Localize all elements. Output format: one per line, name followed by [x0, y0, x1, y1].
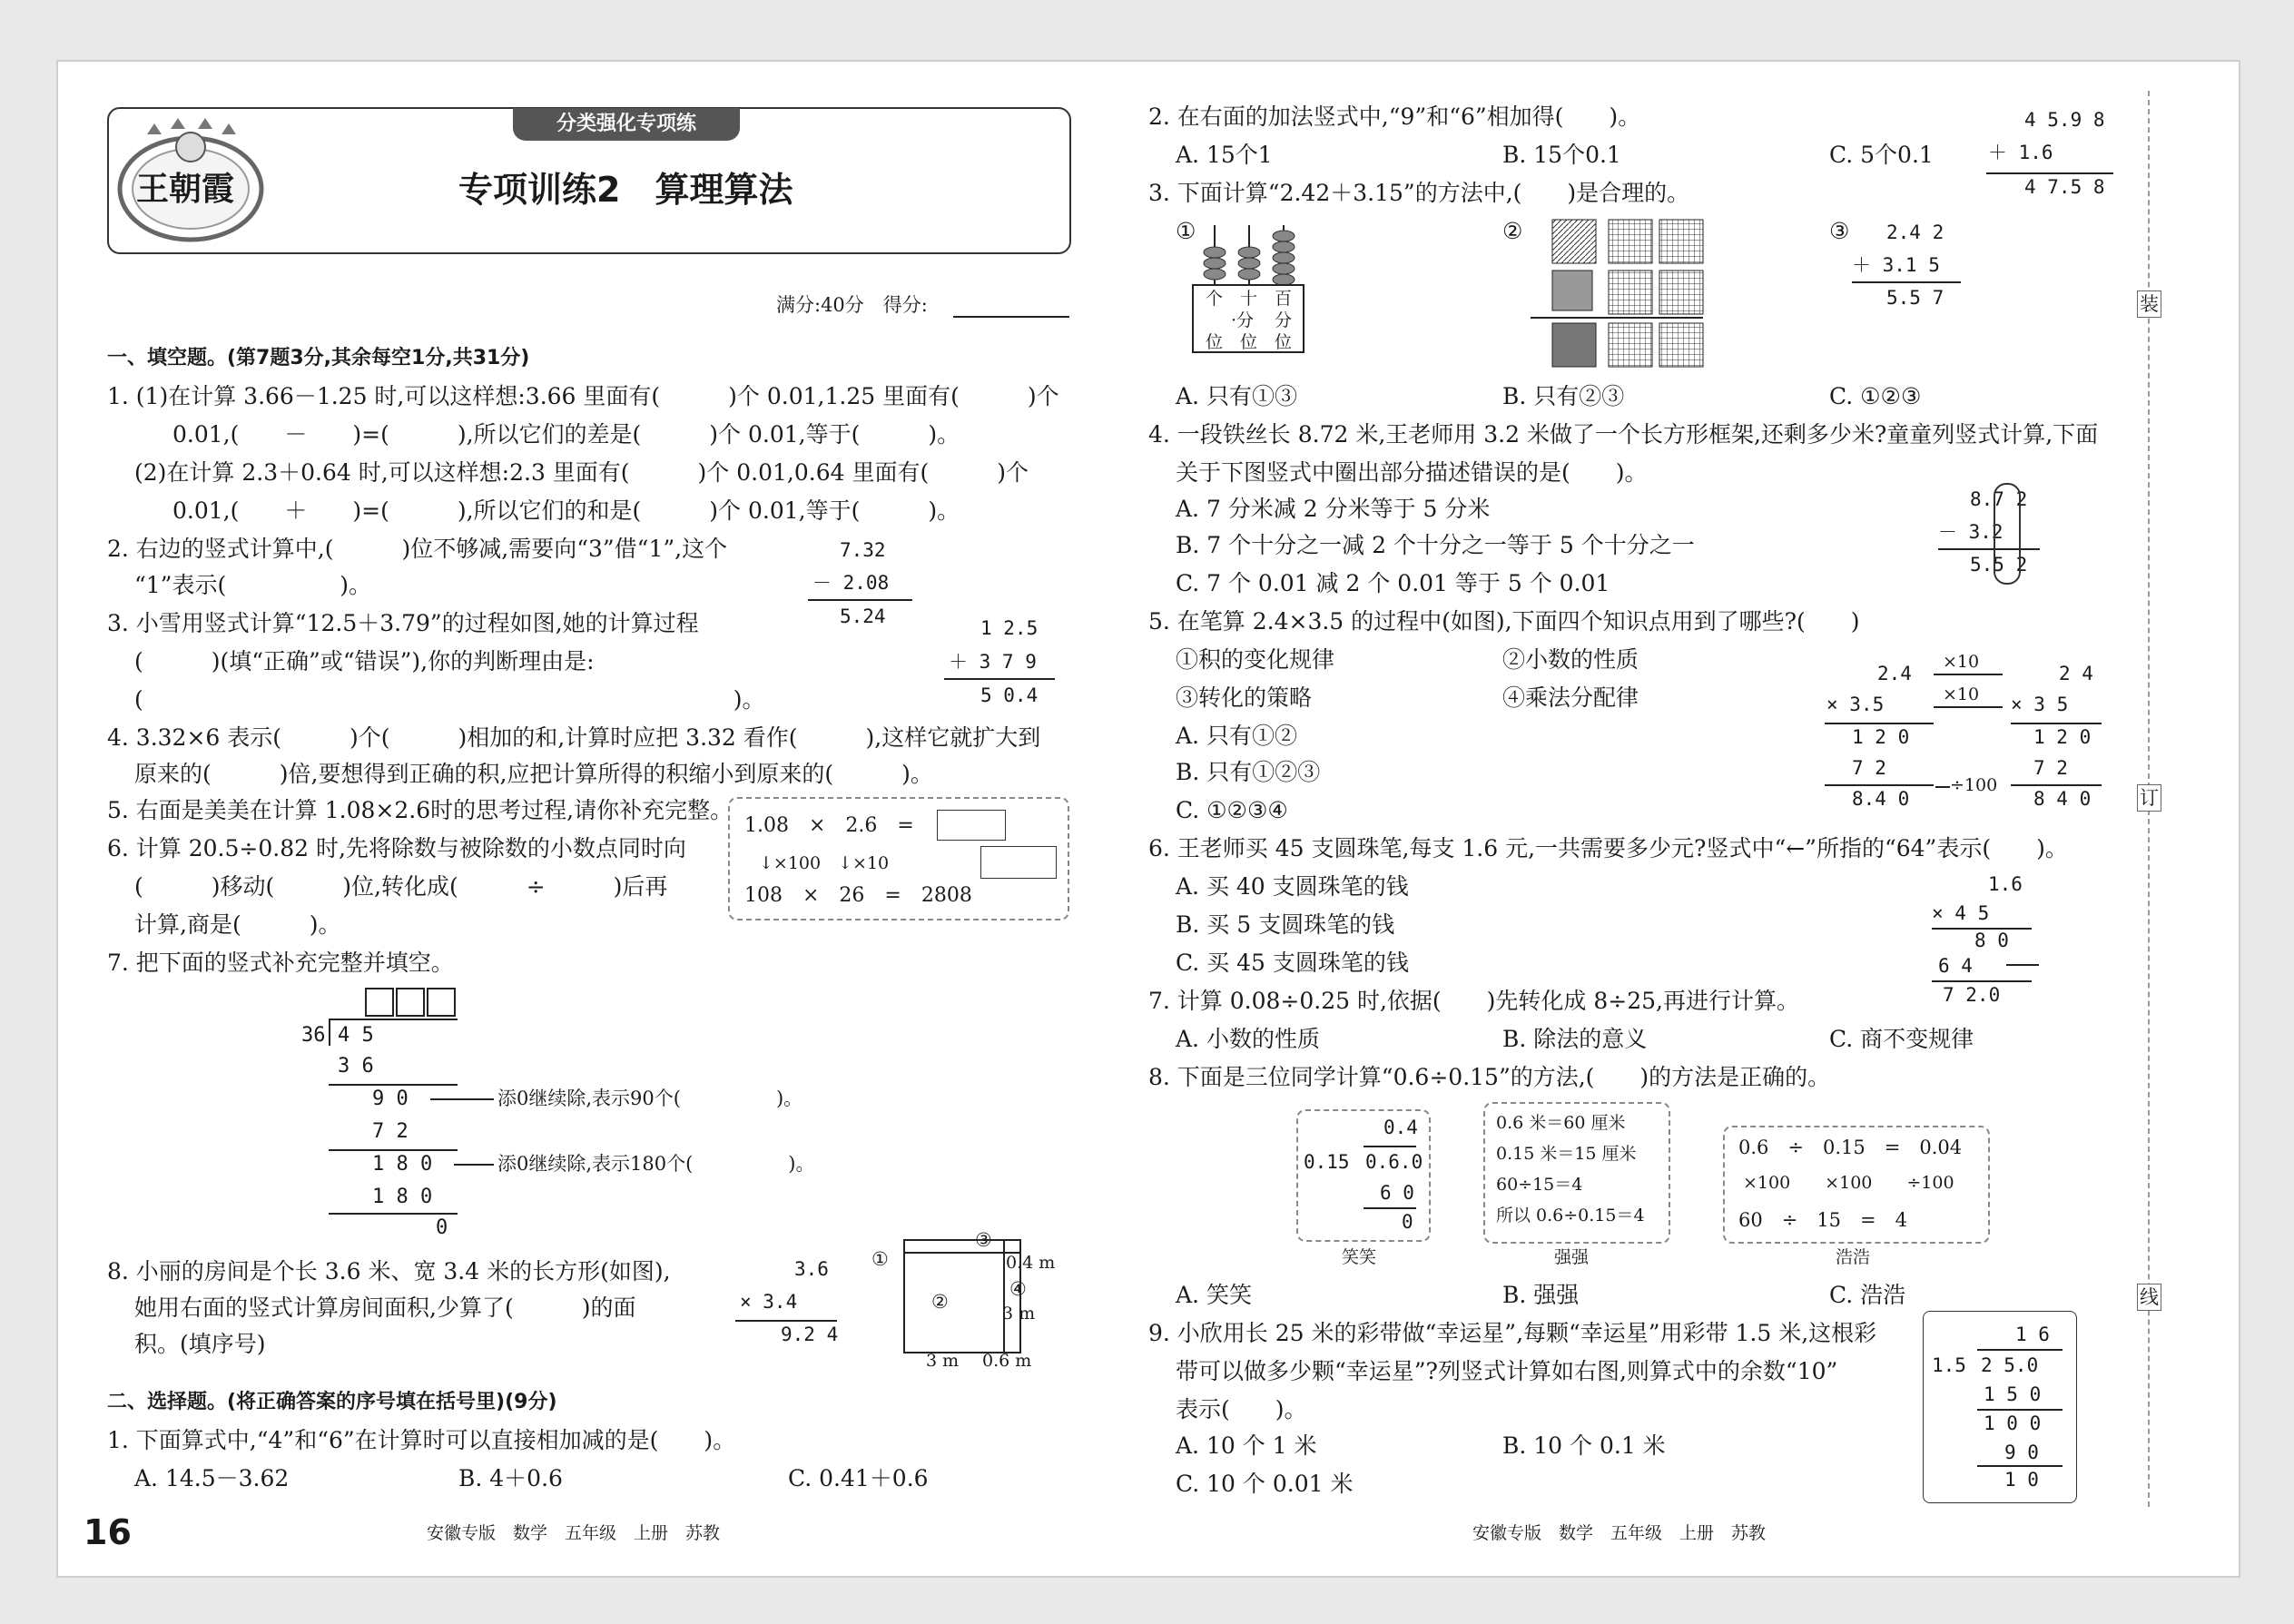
- s2-q8-b2-l4: 所以 0.6÷0.15＝4: [1496, 1206, 1645, 1225]
- room-figure: [867, 1227, 1067, 1373]
- s2-q8-opt-b[interactable]: B. 强强: [1502, 1282, 1580, 1308]
- q2-line2: “1”表示( )。: [134, 572, 371, 598]
- s2-q4-calc-top: 8.7 2: [1970, 488, 2028, 510]
- s2-q6-c5: 7 2.0: [1943, 984, 2001, 1006]
- q4-line2: 原来的( )倍,要想得到正确的积,应把计算所得的积缩小到原来的( )。: [134, 761, 933, 787]
- q3-calc-top: 1 2.5: [980, 617, 1039, 639]
- s2-q5-l2: × 3.5: [1826, 694, 1885, 715]
- header-tag: 分类强化专项练: [513, 108, 740, 141]
- s2-q5-arrow1: [1934, 674, 2003, 675]
- abacus-label-fen1: ·分: [1231, 310, 1255, 330]
- s2-q7: 7. 计算 0.08÷0.25 时,依据( )先转化成 8÷25,再进行计算。: [1148, 988, 1799, 1014]
- q3-calc-mid: ＋ 3 7 9: [949, 651, 1037, 673]
- fig-dim-3m-bottom: 3 m: [926, 1351, 960, 1371]
- q8-line3: 积。(填序号): [134, 1331, 266, 1357]
- s2-q1: 1. 下面算式中,“4”和“6”在计算时可以直接相加减的是( )。: [107, 1427, 736, 1453]
- q7-note2: 添0继续除,表示180个( )。: [497, 1153, 815, 1175]
- s2-q7-opt-a[interactable]: A. 小数的性质: [1176, 1026, 1320, 1052]
- q7-quotient-box3[interactable]: [427, 988, 456, 1017]
- q2-calc-top: 7.32: [840, 539, 886, 561]
- page-title: 专项训练2 算理算法: [458, 170, 793, 210]
- s2-q5-item4: ④乘法分配律: [1502, 684, 1639, 711]
- s2-q8-b1-quot: 0.4: [1383, 1117, 1418, 1138]
- s2-q1-opt-c[interactable]: C. 0.41＋0.6: [788, 1465, 929, 1491]
- q5-answer-box2[interactable]: [980, 846, 1057, 879]
- s2-q5-arrow2: [1934, 706, 2003, 708]
- abacus-label-bai: 百: [1275, 289, 1293, 309]
- section-heading-choice: 二、选择题。(将正确答案的序号填在括号里)(9分): [107, 1391, 557, 1413]
- s2-q4-circle: [1994, 483, 2021, 585]
- s2-q5-item1: ①积的变化规律: [1176, 646, 1335, 673]
- s2-q8-name-1: 笑笑: [1342, 1247, 1377, 1267]
- s2-q5-l4: 7 2: [1852, 757, 1886, 779]
- s2-q4-opt-c[interactable]: C. 7 个 0.01 减 2 个 0.01 等于 5 个 0.01: [1176, 570, 1610, 596]
- s2-q5-arrow-label3: ÷100: [1950, 775, 1998, 795]
- s2-q7-opt-b[interactable]: B. 除法的意义: [1502, 1026, 1648, 1052]
- fig-label-3: ③: [975, 1229, 992, 1251]
- s2-q8-opt-c[interactable]: C. 浩浩: [1829, 1282, 1906, 1308]
- s2-q4-line1: 4. 一段铁丝长 8.72 米,王老师用 3.2 米做了一个长方形框架,还剩多少米?童童列竖式计算,下面: [1148, 421, 2099, 448]
- s2-q5-r1: 2 4: [2059, 663, 2093, 684]
- s2-q8-b1-step: 6 0: [1380, 1182, 1414, 1204]
- s2-q9-dvd: 2 5.0: [1981, 1354, 2039, 1376]
- base-ten-blocks-figure: [1525, 218, 1707, 372]
- abacus-label-wei1: 位: [1206, 332, 1224, 352]
- q6-line3: 计算,商是( )。: [134, 911, 341, 938]
- s2-q9-line2: 带可以做多少颗“幸运星”?列竖式计算如右图,则算式中的余数“10”: [1176, 1358, 1838, 1384]
- s2-q8-b2-l3: 60÷15＝4: [1496, 1175, 1583, 1195]
- s2-q4-calc-mid: － 3.2: [1938, 521, 2004, 543]
- s2-q4-opt-b[interactable]: B. 7 个十分之一减 2 个十分之一等于 5 个十分之一: [1176, 532, 1695, 558]
- q7-arrow1: [430, 1098, 494, 1100]
- s2-q6-opt-c[interactable]: C. 买 45 支圆珠笔的钱: [1176, 950, 1409, 976]
- s2-q3: 3. 下面计算“2.42＋3.15”的方法中,( )是合理的。: [1148, 180, 1690, 206]
- q8-line2: 她用右面的竖式计算房间面积,少算了( )的面: [134, 1294, 636, 1321]
- s2-q8-b3-l2: ×100 ×100 ÷100: [1743, 1173, 1954, 1193]
- s2-q6-opt-b[interactable]: B. 买 5 支圆珠笔的钱: [1176, 911, 1395, 938]
- s2-q3-opt-b[interactable]: B. 只有②③: [1502, 383, 1625, 409]
- s2-q9-calc-box: [1923, 1311, 2077, 1503]
- q1-line2: 0.01,( － )=( ),所以它们的差是( )个 0.01,等于( )。: [172, 421, 960, 448]
- s2-q3-calc-top: 2.4 2: [1886, 221, 1944, 243]
- q7-quotient-box2[interactable]: [396, 988, 425, 1017]
- s2-q8-b2-l1: 0.6 米＝60 厘米: [1496, 1113, 1626, 1133]
- s2-q3-opt-c[interactable]: C. ①②③: [1829, 383, 1922, 409]
- s2-q5-l5: 8.4 0: [1852, 788, 1910, 810]
- q7-step2: 9 0: [372, 1088, 409, 1110]
- s2-q8-b1-bracket: [1364, 1146, 1416, 1147]
- s2-q5-r2: × 3 5: [2011, 694, 2069, 715]
- score-blank: [953, 316, 1069, 318]
- q7-divisor: 36: [301, 1024, 326, 1047]
- s2-q9-quot: 1 6: [2015, 1324, 2050, 1345]
- q6-line2: ( )移动( )位,转化成( ÷ )后再: [134, 873, 668, 900]
- s2-q8-b3-l3: 60 ÷ 15 = 4: [1738, 1209, 1907, 1231]
- s2-q9-line1: 9. 小欣用长 25 米的彩带做“幸运星”,每颗“幸运星”用彩带 1.5 米,这根彩: [1148, 1320, 1877, 1346]
- s2-q5-r4: 7 2: [2033, 757, 2068, 779]
- q7-step5: 1 8 0: [372, 1186, 433, 1208]
- s2-q6-c3: 8 0: [1974, 930, 2009, 951]
- s2-q9-opt-b[interactable]: B. 10 个 0.1 米: [1502, 1432, 1666, 1459]
- s2-q5-arrow-label2: ×10: [1943, 684, 1980, 704]
- score-label: 满分:40分 得分:: [776, 294, 928, 316]
- s2-q5-arrow3: [1935, 786, 1950, 788]
- fig-dim-06: 0.6 m: [982, 1351, 1032, 1371]
- s2-q4-calc-res: 5.5 2: [1970, 554, 2028, 576]
- s2-q2-opt-c[interactable]: C. 5个0.1: [1829, 142, 1934, 168]
- s2-q8-b2-l2: 0.15 米＝15 厘米: [1496, 1144, 1637, 1164]
- q3-line1: 3. 小雪用竖式计算“12.5＋3.79”的过程如图,她的计算过程: [107, 610, 699, 636]
- q1-line4: 0.01,( ＋ )=( ),所以它们的和是( )个 0.01,等于( )。: [172, 497, 960, 524]
- s2-q3-label2: ②: [1502, 218, 1523, 244]
- s2-q9-s2: 1 0 0: [1984, 1412, 2042, 1434]
- s2-q3-calc-mid: ＋ 3.1 5: [1852, 254, 1940, 276]
- s2-q9-bracket: [1977, 1349, 2063, 1351]
- s2-q5-r5: 8 4 0: [2033, 788, 2092, 810]
- s2-q6: 6. 王老师买 45 支圆珠笔,每支 1.6 元,一共需要多少元?竖式中“←”所指的“64”表示( )。: [1148, 835, 2068, 861]
- s2-q9-rem: 1 0: [2004, 1469, 2039, 1491]
- s2-q5-opt-c[interactable]: C. ①②③④: [1176, 797, 1288, 823]
- q7-arrow2: [454, 1164, 494, 1166]
- q1-line3: (2)在计算 2.3＋0.64 时,可以这样想:2.3 里面有( )个 0.01,0.64 里面有( )个: [134, 459, 1029, 486]
- q8-calc-res: 9.2 4: [781, 1324, 839, 1345]
- binding-mark-2: 订: [2137, 784, 2161, 812]
- s2-q2: 2. 在右面的加法竖式中,“9”和“6”相加得( )。: [1148, 103, 1641, 130]
- q8-line1: 8. 小丽的房间是个长 3.6 米、宽 3.4 米的长方形(如图),: [107, 1258, 671, 1284]
- s2-q2-calc-res: 4 7.5 8: [2024, 176, 2105, 198]
- abacus-label-fen2: 分: [1275, 310, 1293, 330]
- q7-text: 7. 把下面的竖式补充完整并填空。: [107, 950, 454, 976]
- abacus-label-ge: 个: [1206, 289, 1224, 309]
- q8-calc-top: 3.6: [794, 1258, 829, 1280]
- s2-q4-opt-a[interactable]: A. 7 分米减 2 分米等于 5 分米: [1176, 496, 1491, 522]
- fig-label-1: ①: [871, 1248, 889, 1270]
- fig-label-2: ②: [931, 1291, 949, 1313]
- s2-q8-opt-a[interactable]: A. 笑笑: [1176, 1282, 1252, 1308]
- s2-q6-arrow: [2006, 964, 2039, 966]
- s2-q5-item3: ③转化的策略: [1176, 684, 1313, 711]
- q5-box-line1: 1.08 × 2.6 =: [744, 814, 914, 837]
- footer-info-right: 安徽专版 数学 五年级 上册 苏教: [1472, 1523, 1767, 1543]
- q3-calc-rule: [944, 678, 1055, 680]
- s2-q4-line2: 关于下图竖式中圈出部分描述错误的是( )。: [1176, 459, 1648, 486]
- q2-line1: 2. 右边的竖式计算中,( )位不够减,需要向“3”借“1”,这个: [107, 536, 728, 562]
- s2-q8-b1-dvd: 0.6.0: [1365, 1151, 1423, 1173]
- s2-q9-opt-c[interactable]: C. 10 个 0.01 米: [1176, 1471, 1354, 1497]
- s2-q2-opt-b[interactable]: B. 15个0.1: [1502, 142, 1621, 168]
- s2-q7-opt-c[interactable]: C. 商不变规律: [1829, 1026, 1974, 1052]
- fig-dim-3m-side: 3 m: [1002, 1304, 1036, 1324]
- footer-info-left: 安徽专版 数学 五年级 上册 苏教: [427, 1523, 721, 1543]
- s2-q8-b1-div: 0.15: [1304, 1151, 1350, 1173]
- q7-quotient-box1[interactable]: [365, 988, 394, 1017]
- q5-box-line2: ↓×100 ↓×10: [759, 853, 890, 873]
- s2-q9-s3: 9 0: [2004, 1442, 2039, 1463]
- s2-q1-opt-a[interactable]: A. 14.5－3.62: [134, 1465, 290, 1491]
- s2-q5-item2: ②小数的性质: [1502, 646, 1639, 673]
- binding-mark-3: 线: [2137, 1284, 2161, 1311]
- s2-q5-l1: 2.4: [1877, 663, 1912, 684]
- page-number: 16: [84, 1512, 132, 1552]
- q5-answer-box1[interactable]: [937, 810, 1006, 841]
- s2-q9-line3: 表示( )。: [1176, 1396, 1307, 1422]
- s2-q9-opt-a[interactable]: A. 10 个 1 米: [1176, 1432, 1317, 1459]
- s2-q2-calc-top: 4 5.9 8: [2024, 109, 2105, 131]
- s2-q8-b3-l1: 0.6 ÷ 0.15 = 0.04: [1738, 1137, 1963, 1158]
- s2-q2-opt-a[interactable]: A. 15个1: [1176, 142, 1273, 168]
- section-heading-fill: 一、填空题。(第7题3分,其余每空1分,共31分): [107, 347, 530, 369]
- q7-bracket-side: [329, 1019, 330, 1046]
- s2-q5-l3: 1 2 0: [1852, 726, 1910, 748]
- s2-q2-calc-mid: ＋ 1.6: [1988, 142, 2053, 163]
- s2-q6-c2: × 4 5: [1932, 902, 1990, 924]
- q4-line1: 4. 3.32×6 表示( )个( )相加的和,计算时应把 3.32 看作( ),这样它就扩大到: [107, 724, 1041, 751]
- q7-bracket-top: [330, 1019, 458, 1020]
- s2-q3-label3: ③: [1829, 218, 1850, 244]
- s2-q6-c4: 6 4: [1938, 955, 1973, 977]
- q2-calc-mid: － 2.08: [812, 572, 890, 594]
- s2-q6-opt-a[interactable]: A. 买 40 支圆珠笔的钱: [1176, 873, 1409, 900]
- s2-q6-c1: 1.6: [1988, 873, 2023, 895]
- s2-q9-s1: 1 5 0: [1984, 1383, 2042, 1405]
- fig-label-4: ④: [1009, 1278, 1027, 1300]
- q2-calc-res: 5.24: [840, 605, 886, 627]
- q7-note1: 添0继续除,表示90个( )。: [497, 1088, 803, 1109]
- s2-q3-label1: ①: [1176, 218, 1196, 244]
- abacus-label-shi: 十: [1240, 289, 1258, 309]
- s2-q4-calc-rule: [1938, 548, 2040, 550]
- q3-calc-res: 5 0.4: [980, 684, 1039, 706]
- logo-text: 王朝霞: [136, 170, 235, 208]
- q7-step1: 3 6: [338, 1055, 374, 1078]
- q5-box-line3: 108 × 26 = 2808: [744, 884, 972, 907]
- s2-q1-opt-b[interactable]: B. 4＋0.6: [458, 1465, 563, 1491]
- s2-q5-arrow-label1: ×10: [1943, 652, 1980, 672]
- q7-step6: 0: [436, 1216, 448, 1239]
- q6-line1: 6. 计算 20.5÷0.82 时,先将除数与被除数的小数点同时向: [107, 835, 686, 861]
- s2-q8-name-2: 强强: [1554, 1247, 1590, 1267]
- s2-q5-r3: 1 2 0: [2033, 726, 2092, 748]
- q7-step3: 7 2: [372, 1120, 409, 1143]
- s2-q5: 5. 在笔算 2.4×3.5 的过程中(如图),下面四个知识点用到了哪些?( ): [1148, 608, 1860, 635]
- s2-q8: 8. 下面是三位同学计算“0.6÷0.15”的方法,( )的方法是正确的。: [1148, 1064, 1831, 1090]
- s2-q3-calc-res: 5.5 7: [1886, 287, 1944, 309]
- q7-dividend: 4 5: [338, 1024, 374, 1047]
- s2-q3-calc-rule: [1852, 281, 1961, 283]
- q5-text: 5. 右面是美美在计算 1.08×2.6时的思考过程,请你补充完整。: [107, 797, 733, 823]
- q3-line3: ( )。: [134, 686, 765, 713]
- s2-q8-name-3: 浩浩: [1836, 1247, 1871, 1267]
- q8-calc-mid: × 3.4: [740, 1291, 798, 1313]
- s2-q5-opt-a[interactable]: A. 只有①②: [1176, 723, 1297, 749]
- fig-dim-04: 0.4 m: [1006, 1253, 1056, 1273]
- s2-q3-opt-a[interactable]: A. 只有①③: [1176, 383, 1297, 409]
- q2-calc-rule: [808, 599, 912, 601]
- s2-q5-opt-b[interactable]: B. 只有①②③: [1176, 759, 1321, 785]
- binding-mark-1: 装: [2137, 290, 2161, 318]
- s2-q9-div: 1.5: [1932, 1354, 1966, 1376]
- q7-step4: 1 8 0: [372, 1153, 433, 1176]
- abacus-label-wei3: 位: [1275, 332, 1293, 352]
- abacus-label-wei2: 位: [1240, 332, 1258, 352]
- q1-line1: 1. (1)在计算 3.66－1.25 时,可以这样想:3.66 里面有( )个 0.01,1.25 里面有( )个: [107, 383, 1059, 409]
- s2-q8-b1-rem: 0: [1402, 1211, 1413, 1233]
- q3-line2: ( )(填“正确”或“错误”),你的判断理由是:: [134, 648, 595, 674]
